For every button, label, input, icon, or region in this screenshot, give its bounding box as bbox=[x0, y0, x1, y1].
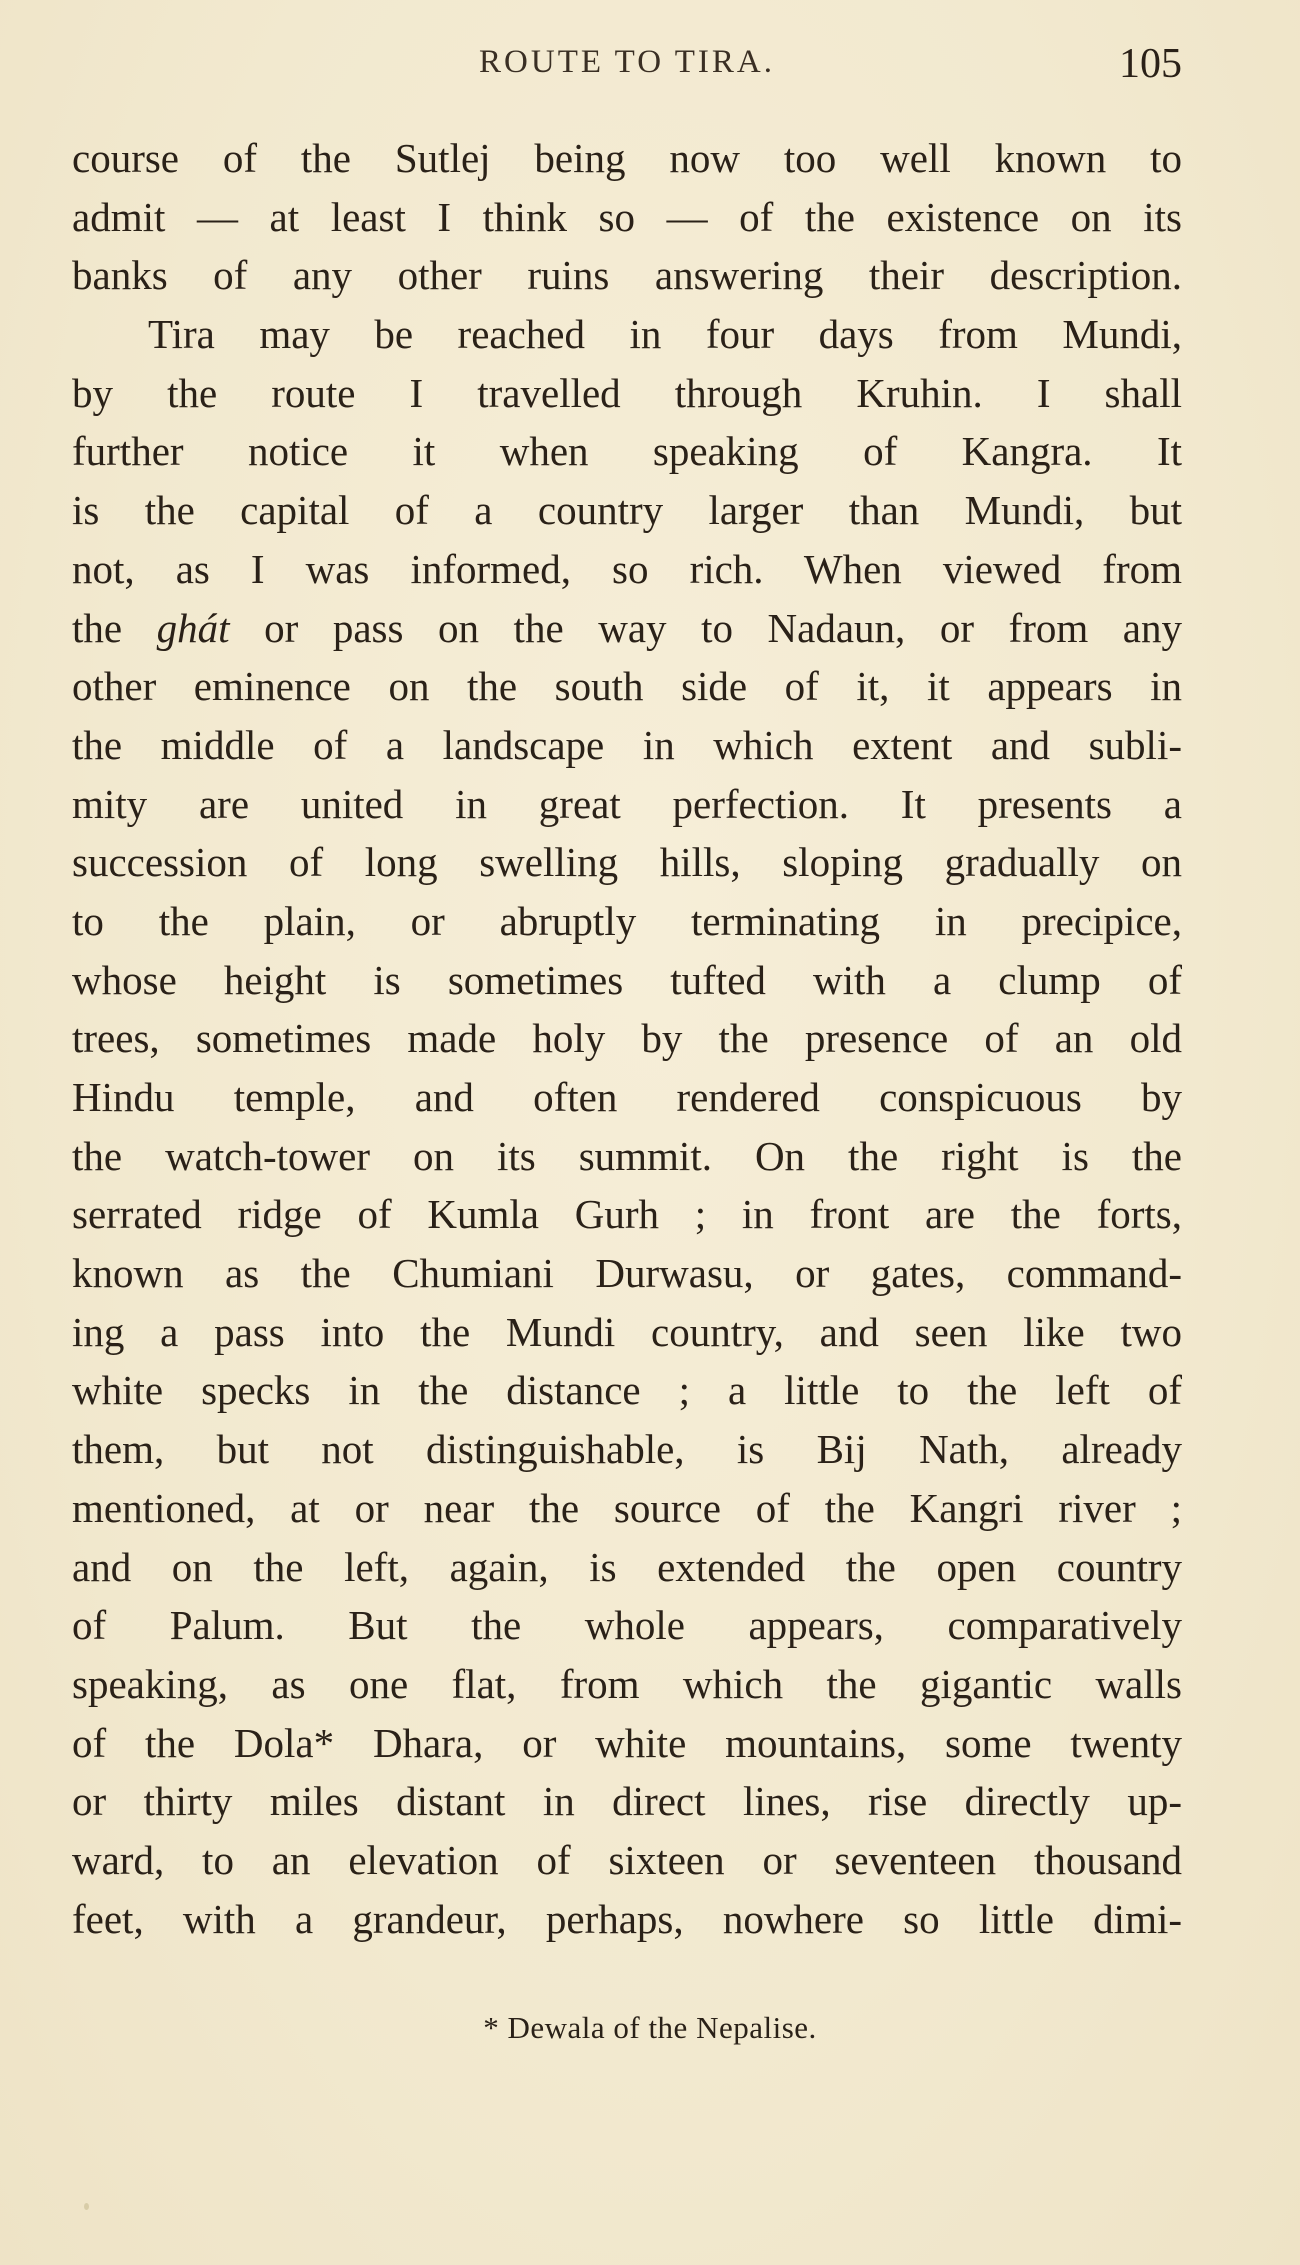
text-line-19: serrated ridge of Kumla Gurh ; in front are the forts, bbox=[72, 1191, 1182, 1238]
text-line-27: speaking, as one flat, from which the gigantic walls bbox=[72, 1660, 1182, 1707]
text-line-2: admit — at least I think so — of the existence on its bbox=[72, 193, 1182, 240]
text-line-5: by the route I travelled through Kruhin. I shall bbox=[72, 369, 1182, 416]
text-line-23: them, but not distinguishable, is Bij Nath, already bbox=[72, 1426, 1182, 1473]
text-line-31: feet, with a grandeur, perhaps, nowhere so little dimi- bbox=[72, 1895, 1182, 1942]
text-line-13: succession of long swelling hills, sloping gradually on bbox=[72, 839, 1182, 886]
text-line-30: ward, to an elevation of sixteen or seventeen thousand bbox=[72, 1836, 1182, 1883]
paper-speck bbox=[84, 2203, 89, 2210]
text-line-29: or thirty miles distant in direct lines, rise directly up- bbox=[72, 1778, 1182, 1825]
text-line-9 bbox=[72, 599, 1182, 658]
text-line-12: mity are united in great perfection. It presents a bbox=[72, 780, 1182, 827]
text-line-9-rest: or pass on the way to Nadaun, or from any bbox=[264, 604, 1182, 651]
text-line-22: white specks in the distance ; a little to the left of bbox=[72, 1367, 1182, 1414]
text-line-21: ing a pass into the Mundi country, and seen like two bbox=[72, 1308, 1182, 1355]
text-line-28: of the Dola* Dhara, or white mountains, some twenty bbox=[72, 1719, 1182, 1766]
text-line-7: is the capital of a country larger than Mundi, but bbox=[72, 487, 1182, 534]
text-line-20: known as the Chumiani Durwasu, or gates, command- bbox=[72, 1250, 1182, 1297]
text-line-1: course of the Sutlej being now too well known to bbox=[72, 135, 1182, 181]
text-line-25: and on the left, again, is extended the open country bbox=[72, 1543, 1182, 1590]
text-line-26: of Palum. But the whole appears, comparatively bbox=[72, 1602, 1182, 1649]
page-number: 105 bbox=[1119, 41, 1182, 87]
text-line-18: the watch-tower on its summit. On the right is the bbox=[72, 1132, 1182, 1179]
text-line-24: mentioned, at or near the source of the Kangri river ; bbox=[72, 1484, 1182, 1531]
running-title: ROUTE TO TIRA. bbox=[479, 44, 775, 80]
text-line-14: to the plain, or abruptly terminating in precipice, bbox=[72, 897, 1182, 944]
text-line-3: banks of any other ruins answering their description. bbox=[72, 252, 1182, 299]
text-line-15: whose height is sometimes tufted with a clump of bbox=[72, 956, 1182, 1003]
text-line-6: further notice it when speaking of Kangra. It bbox=[72, 428, 1182, 475]
text-line-8: not, as I was informed, so rich. When viewed from bbox=[72, 545, 1182, 592]
text-line-11: the middle of a landscape in which extent and subli- bbox=[72, 721, 1182, 768]
text-line-9-prefix: the bbox=[72, 604, 157, 651]
italic-term-ghat: ghát bbox=[156, 604, 230, 651]
body-text bbox=[72, 129, 1182, 1948]
text-line-16: trees, sometimes made holy by the presence of an old bbox=[72, 1015, 1182, 1062]
text-line-17: Hindu temple, and often rendered conspicuous by bbox=[72, 1074, 1182, 1120]
footnote: * Dewala of the Nepalise. bbox=[483, 2010, 817, 2045]
text-line-4: Tira may be reached in four days from Mundi, bbox=[148, 311, 1182, 358]
running-head bbox=[72, 40, 1182, 100]
text-line-10: other eminence on the south side of it, it appears in bbox=[72, 663, 1182, 710]
